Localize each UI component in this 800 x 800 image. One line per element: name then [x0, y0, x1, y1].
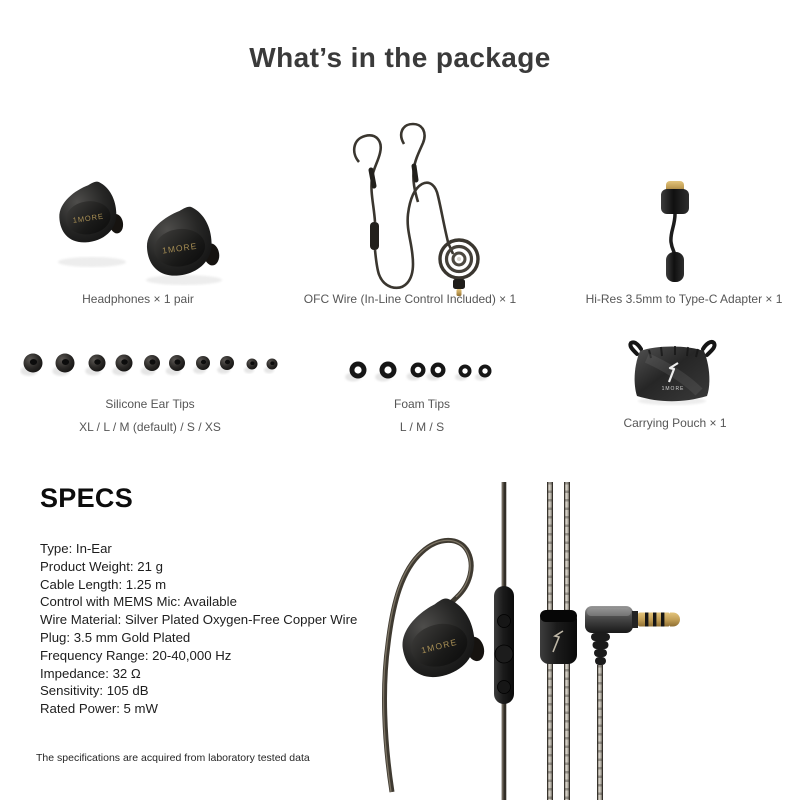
spec-line: Wire Material: Silver Plated Oxygen-Free Copper Wire: [40, 612, 358, 628]
spec-line: Type: In-Ear: [40, 541, 112, 556]
foam-tip: [375, 362, 396, 382]
adapter-plug-body: [661, 189, 689, 214]
inline-remote: [370, 222, 379, 250]
wire-coil: [440, 240, 478, 278]
spec-line: Sensitivity: 105 dB: [40, 683, 149, 699]
type-c-adapter-caption: Hi-Res 3.5mm to Type-C Adapter × 1: [585, 292, 783, 306]
silicone-ear-tips-image: [20, 346, 286, 386]
page-title: What’s in the package: [249, 42, 551, 73]
silicone-tip: [52, 354, 74, 376]
silicone-tip: [264, 359, 278, 374]
audio-jack: [585, 606, 680, 665]
silicone-tip: [166, 355, 185, 375]
foam-tip: [475, 365, 492, 381]
silicone-tip: [217, 356, 234, 374]
type-c-adapter-image: [640, 176, 710, 284]
brand-logo-text: 1MORE: [72, 211, 105, 225]
left-earbud: [55, 179, 125, 246]
remote-button-up: [498, 615, 511, 628]
silicone-tip: [20, 354, 42, 376]
brand-logo-text: 1MORE: [420, 636, 459, 656]
specs-heading: SPECS: [40, 483, 134, 513]
earbud: [393, 592, 488, 683]
headphones-image: [40, 170, 240, 288]
spec-line: Impedance: 32 Ω: [40, 665, 141, 681]
wire-left-hook: [354, 135, 380, 222]
silicone-tip: [85, 355, 105, 376]
wire-connector: [414, 166, 416, 180]
carrying-pouch-caption: Carrying Pouch × 1: [623, 416, 727, 430]
ofc-wire-image: [318, 122, 506, 296]
ofc-wire-caption: OFC Wire (In-Line Control Included) × 1: [303, 292, 517, 306]
silicone-tips-caption: Silicone Ear Tips: [105, 397, 195, 411]
spec-list: [40, 540, 357, 718]
pouch-tassel-left: [630, 342, 641, 354]
shadow: [146, 275, 222, 285]
foam-tip: [455, 365, 472, 381]
silicone-tip: [141, 355, 160, 375]
brand-logo-text: 1MORE: [161, 240, 198, 256]
silicone-tips-sizes: XL / L / M (default) / S / XS: [79, 420, 221, 434]
spec-line: Cable Length: 1.25 m: [40, 576, 167, 592]
spec-line: Rated Power: 5 mW: [40, 701, 158, 717]
foam-tip: [427, 363, 446, 381]
carrying-pouch-image: [625, 338, 720, 408]
adapter-cable: [671, 214, 675, 256]
foam-tip: [407, 363, 426, 381]
spec-line: Control with MEMS Mic: Available: [40, 594, 237, 610]
specs-footnote: The specifications are acquired from laboratory tested data: [36, 752, 310, 764]
wire-main-run: [375, 183, 453, 288]
remote-button-center: [495, 645, 513, 663]
right-earbud: [142, 203, 221, 279]
shadow: [58, 257, 126, 267]
cable-splitter: [540, 610, 577, 664]
silicone-tip: [244, 359, 258, 374]
silicone-tip: [112, 355, 132, 376]
spec-line: Frequency Range: 20-40,000 Hz: [40, 647, 232, 663]
wire-jack-body: [453, 279, 465, 289]
headphones-caption: Headphones × 1 pair: [82, 292, 194, 306]
foam-tips-caption: Foam Tips: [393, 397, 450, 411]
silicone-tip: [193, 356, 210, 374]
spec-line: Plug: 3.5 mm Gold Plated: [40, 629, 191, 645]
foam-tips-image: [340, 352, 506, 390]
wire-right-hook: [401, 124, 424, 202]
remote-button-down: [498, 681, 511, 694]
foam-tip: [345, 362, 366, 382]
adapter-jack-socket: [666, 252, 684, 282]
wire-connector: [371, 170, 374, 186]
spec-line: Product Weight: 21 g: [40, 558, 163, 574]
earphone-product-photo: [380, 482, 800, 800]
foam-tips-sizes: L / M / S: [399, 420, 445, 434]
brand-logo-text: 1MORE: [661, 386, 685, 392]
